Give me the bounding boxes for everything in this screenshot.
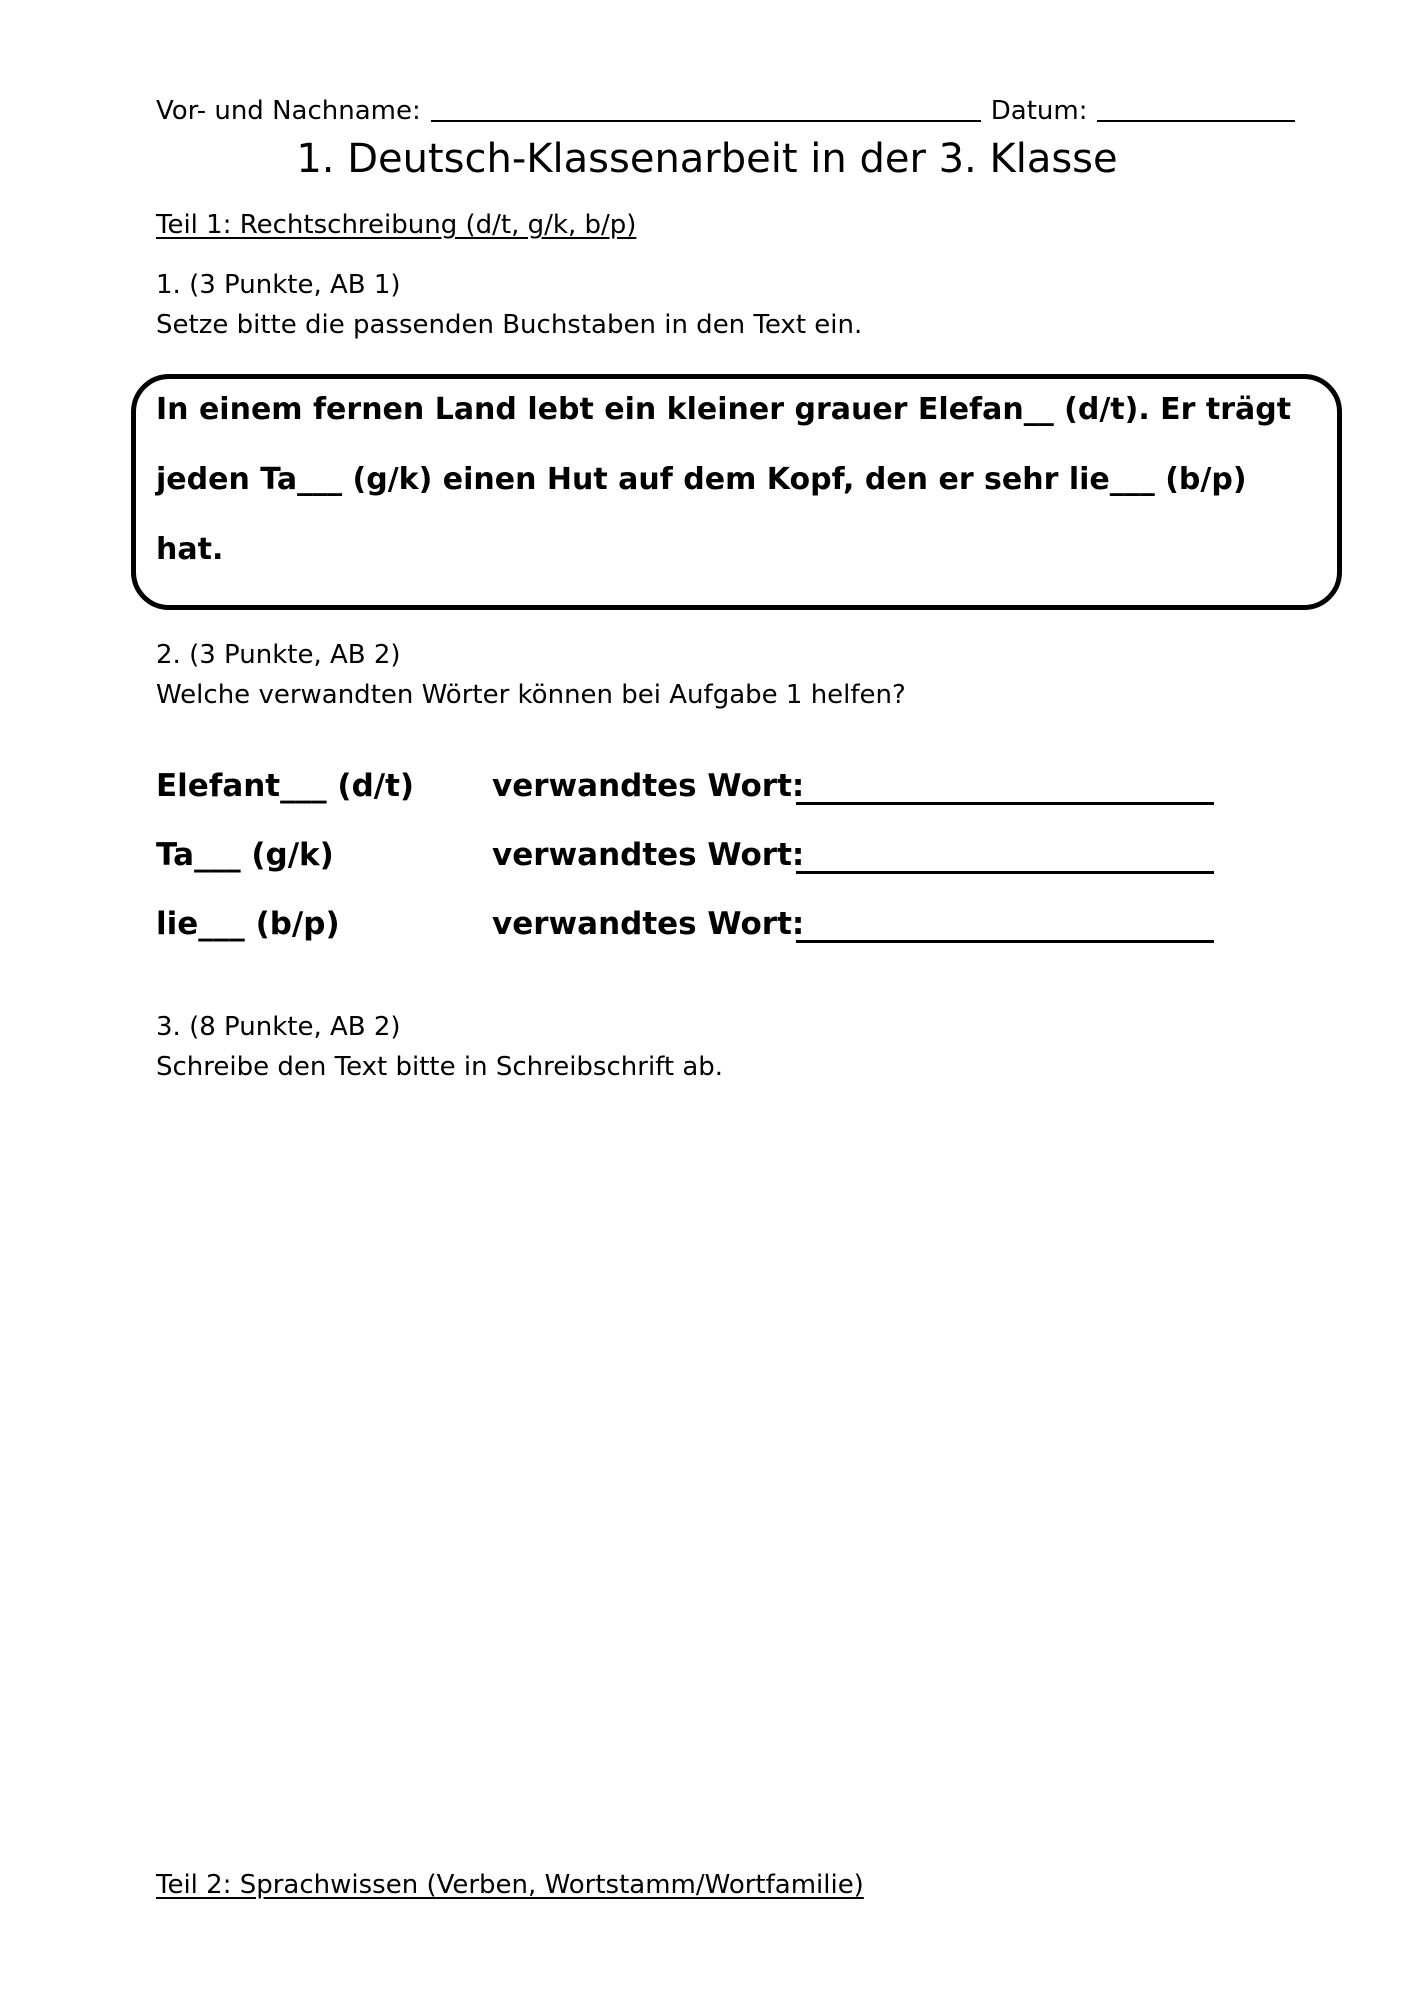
task1-number: 1. (3 Punkte, AB 1) — [156, 270, 401, 300]
part1-heading: Teil 1: Rechtschreibung (d/t, g/k, b/p) — [156, 210, 637, 240]
word-row-1-label: verwandtes Wort: — [492, 768, 805, 804]
part2-heading: Teil 2: Sprachwissen (Verben, Wortstamm/Wortfamilie) — [156, 1870, 864, 1900]
task3-instruction: Schreibe den Text bitte in Schreibschrift ab. — [156, 1052, 724, 1082]
text-box-line-3: hat. — [156, 532, 224, 567]
page-title: 1. Deutsch-Klassenarbeit in der 3. Klasse — [296, 136, 1118, 182]
word-row-1-answer-line[interactable] — [796, 802, 1214, 805]
task3-number: 3. (8 Punkte, AB 2) — [156, 1012, 401, 1042]
date-label: Datum: — [990, 96, 1088, 126]
name-label: Vor- und Nachname: — [156, 96, 421, 126]
word-row-2-answer-line[interactable] — [796, 871, 1214, 874]
text-box-line-2: jeden Ta___ (g/k) einen Hut auf dem Kopf, den er sehr lie___ (b/p) — [156, 462, 1247, 497]
task1-instruction: Setze bitte die passenden Buchstaben in den Text ein. — [156, 310, 863, 340]
word-row-2-word: Ta___ (g/k) — [156, 837, 334, 873]
word-row-3-word: lie___ (b/p) — [156, 906, 340, 942]
word-row-3-answer-line[interactable] — [796, 940, 1214, 943]
name-field[interactable] — [431, 94, 981, 122]
task2-instruction: Welche verwandten Wörter können bei Aufgabe 1 helfen? — [156, 680, 906, 710]
word-row-2-label: verwandtes Wort: — [492, 837, 805, 873]
word-row-3-label: verwandtes Wort: — [492, 906, 805, 942]
task2-number: 2. (3 Punkte, AB 2) — [156, 640, 401, 670]
name-date-header — [156, 94, 1306, 126]
word-row-1-word: Elefant___ (d/t) — [156, 768, 415, 804]
text-box-line-1: In einem fernen Land lebt ein kleiner grauer Elefan__ (d/t). Er trägt — [156, 392, 1292, 427]
date-field[interactable] — [1097, 94, 1295, 122]
